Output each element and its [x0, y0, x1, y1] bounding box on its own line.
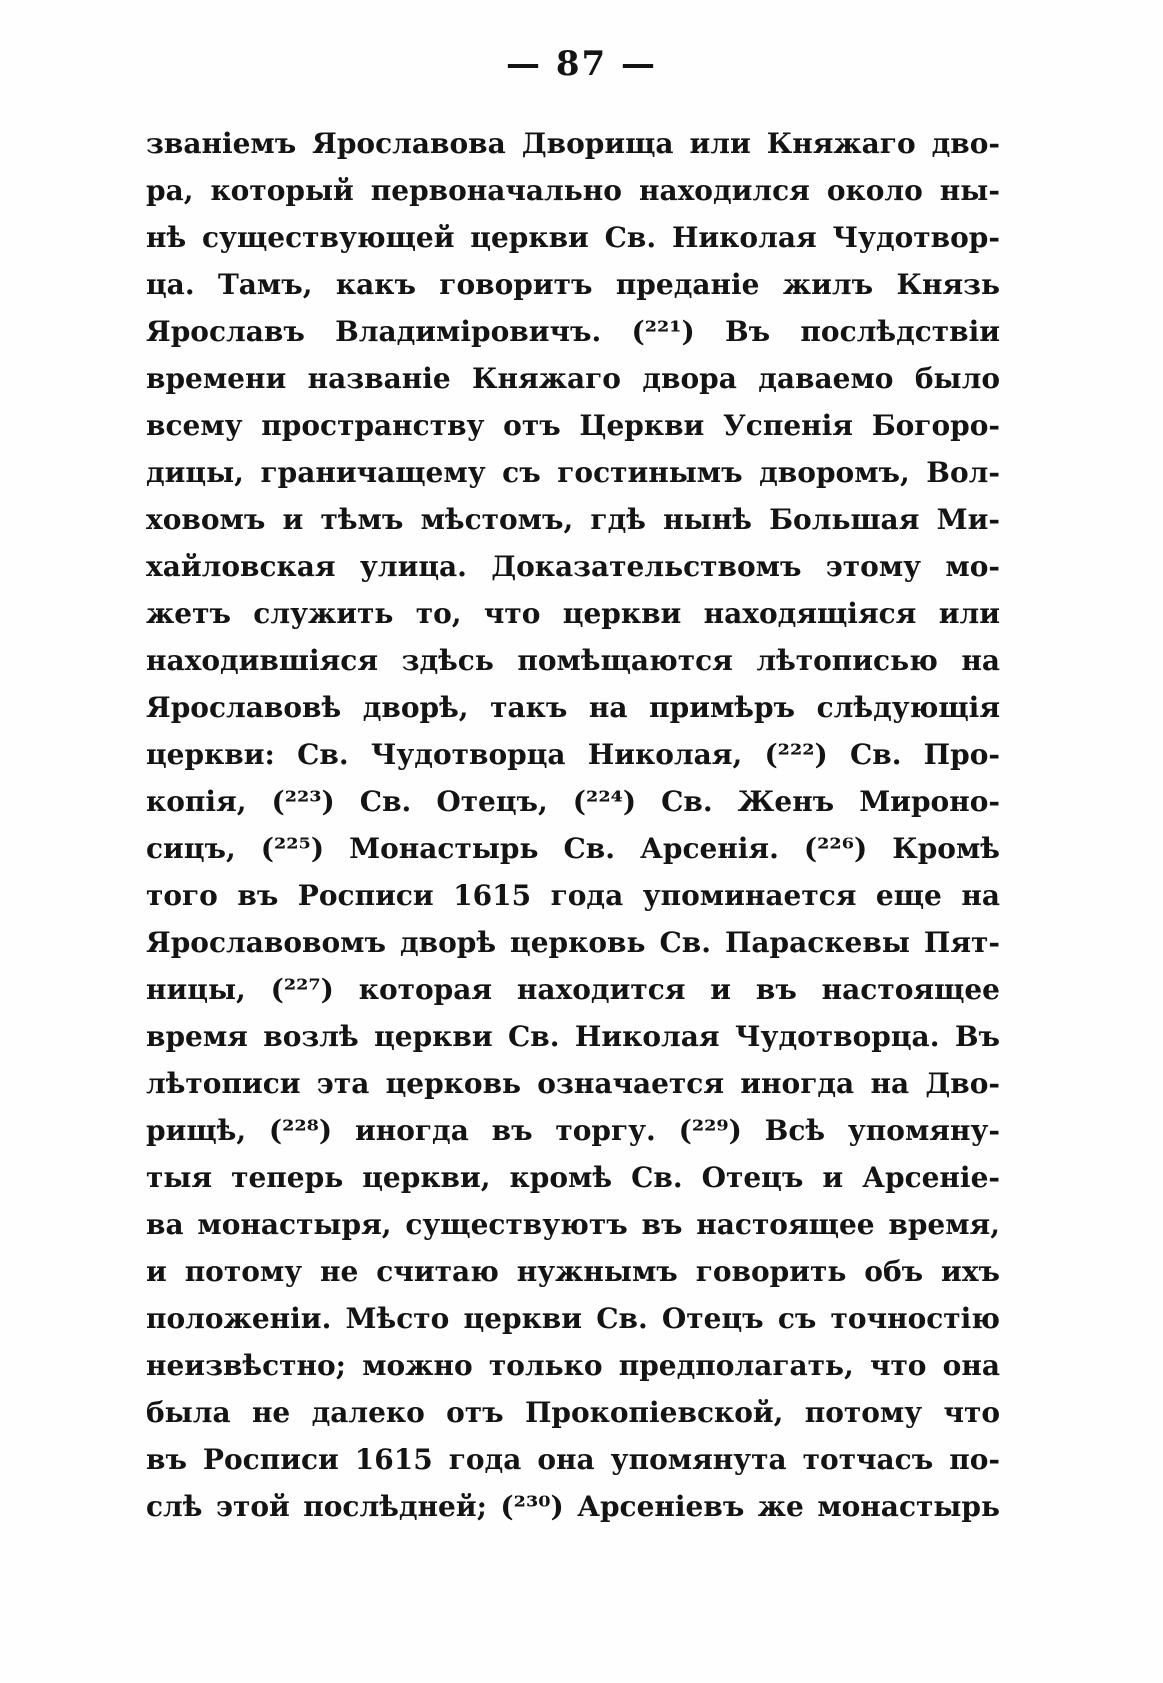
text-line: хайловская улица. Доказательствомъ этому мо- [146, 550, 1000, 583]
body-text [146, 120, 1000, 1530]
text-line: ва монастыря, существуютъ въ настоящее время, [146, 1208, 1000, 1241]
text-line: рищѣ, (²²⁸) иногда въ торгу. (²²⁹) Всѣ упомяну- [146, 1114, 1000, 1147]
text-line: дицы, граничащему съ гостинымъ дворомъ, Вол- [146, 456, 1000, 489]
text-line: была не далеко отъ Прокопіевской, потому что [146, 1396, 1000, 1429]
text-line: ра, который первоначально находился около ны- [146, 174, 1000, 207]
text-line: жетъ служить то, что церкви находящіяся или [146, 597, 1000, 630]
text-line: Ярославовомъ дворѣ церковь Св. Параскевы Пят- [146, 926, 1000, 959]
text-line: и потому не считаю нужнымъ говорить объ ихъ [146, 1255, 1000, 1288]
text-line: находившіяся здѣсь помѣщаются лѣтописью на [146, 644, 1000, 677]
text-line: неизвѣстно; можно только предполагать, что она [146, 1349, 1000, 1382]
text-line: времени названіе Княжаго двора даваемо было [146, 362, 1000, 395]
text-line: церкви: Св. Чудотворца Николая, (²²²) Св. Про- [146, 738, 1000, 771]
text-line: въ Росписи 1615 года она упомянута тотчасъ по- [146, 1443, 1000, 1476]
text-line: ца. Тамъ, какъ говоритъ преданіе жилъ Князь [146, 268, 1000, 301]
text-line: ховомъ и тѣмъ мѣстомъ, гдѣ нынѣ Большая Ми- [146, 503, 1000, 536]
text-line: тыя теперь церкви, кромѣ Св. Отецъ и Арсеніе- [146, 1161, 1000, 1194]
text-line: Ярославъ Владиміровичъ. (²²¹) Въ послѣдствіи [146, 315, 1000, 348]
text-line: званіемъ Ярославова Дворища или Княжаго дво- [146, 127, 1000, 160]
text-line: сицъ, (²²⁵) Монастырь Св. Арсенія. (²²⁶) Кромѣ [146, 832, 1000, 865]
text-line: всему пространству отъ Церкви Успенія Богоро- [146, 409, 1000, 442]
text-line: положеніи. Мѣсто церкви Св. Отецъ съ точностію [146, 1302, 1000, 1335]
text-line: ницы, (²²⁷) которая находится и въ настоящее [146, 973, 1000, 1006]
text-line: время возлѣ церкви Св. Николая Чудотворца. Въ [146, 1020, 1000, 1053]
text-line: копія, (²²³) Св. Отецъ, (²²⁴) Св. Женъ Мироно- [146, 785, 1000, 818]
text-line: лѣтописи эта церковь означается иногда на Дво- [146, 1067, 1000, 1100]
text-line: Ярославовѣ дворѣ, такъ на примѣръ слѣдующія [146, 691, 1000, 724]
text-line: нѣ существующей церкви Св. Николая Чудотвор- [146, 221, 1000, 254]
text-line: того въ Росписи 1615 года упоминается еще на [146, 879, 1000, 912]
text-line: слѣ этой послѣдней; (²³⁰) Арсеніевъ же монастырь [146, 1490, 1000, 1523]
page-number: — 87 — [506, 44, 657, 84]
